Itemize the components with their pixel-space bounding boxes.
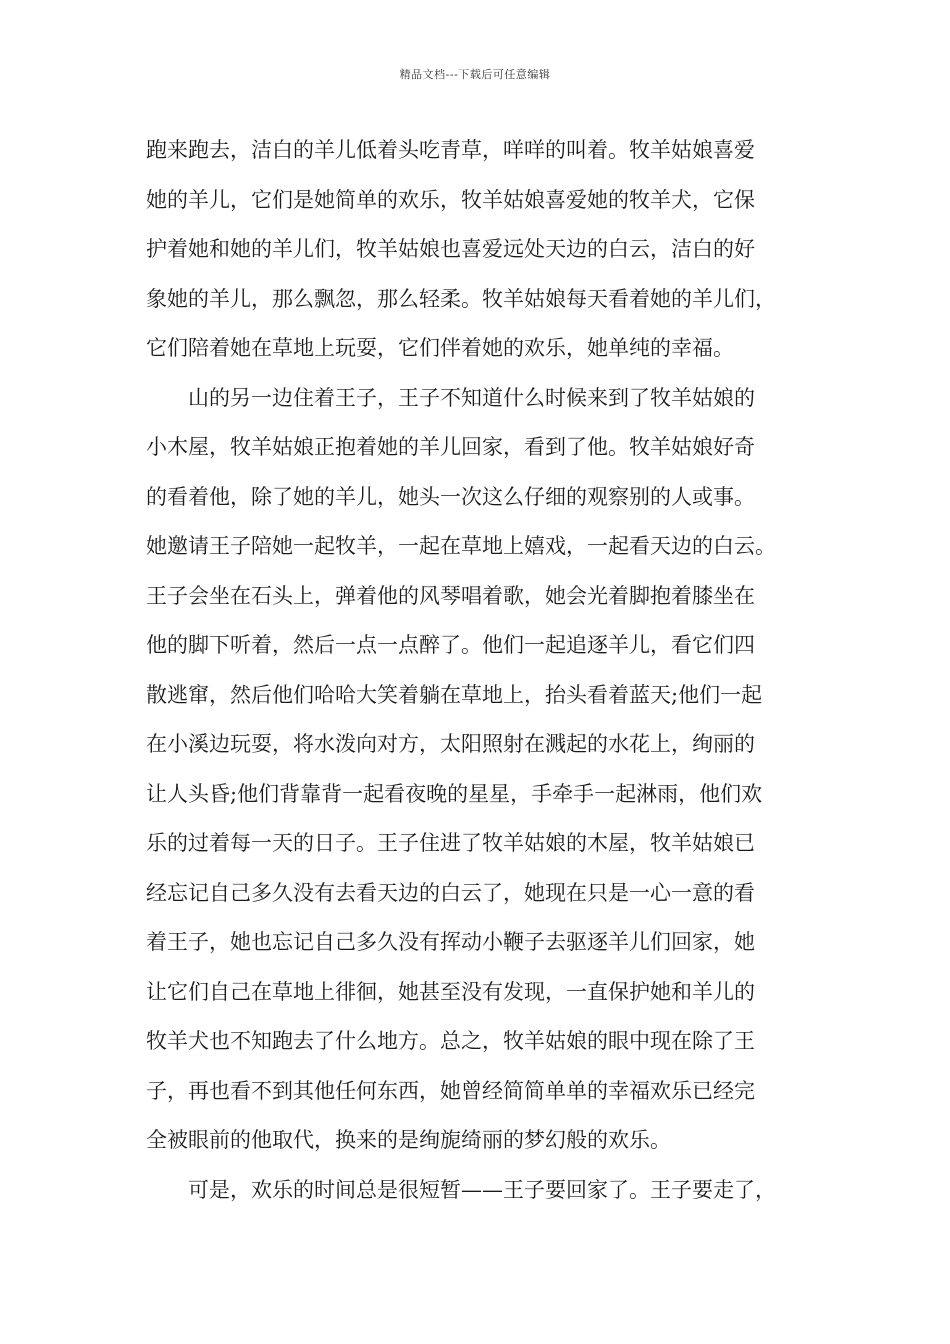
text-line: 着王子，她也忘记自己多久没有挥动小鞭子去驱逐羊儿们回家，她: [146, 930, 755, 954]
text-line: 象她的羊儿，那么飘忽，那么轻柔。牧羊姑娘每天看着她的羊儿们，: [146, 286, 776, 311]
text-line: 散逃窜，然后他们哈哈大笑着躺在草地上，抬头看着蓝天;他们一起: [146, 682, 763, 707]
text-line: 的看着他，除了她的羊儿，她头一次这么仔细的观察别的人或事。: [146, 484, 755, 509]
text-line: 护着她和她的羊儿们，牧羊姑娘也喜爱远处天边的白云，洁白的好: [146, 237, 755, 261]
text-line: 经忘记自己多久没有去看天边的白云了，她现在只是一心一意的看: [146, 880, 755, 905]
text-line: 让人头昏;他们背靠背一起看夜晚的星星，手牵手一起淋雨，他们欢: [146, 781, 763, 806]
text-line: 可是，欢乐的时间总是很短暂——王子要回家了。王子要走了，: [146, 1177, 776, 1202]
page-header: 精品文档---下载后可任意编辑: [399, 68, 551, 81]
text-line: 山的另一边住着王子，王子不知道什么时候来到了牧羊姑娘的: [146, 385, 755, 410]
text-line: 跑来跑去，洁白的羊儿低着头吃青草，咩咩的叫着。牧羊姑娘喜爱: [146, 138, 755, 162]
text-line: 她的羊儿，它们是她简单的欢乐，牧羊姑娘喜爱她的牧羊犬，它保: [146, 187, 755, 212]
text-line: 它们陪着她在草地上玩耍，它们伴着她的欢乐，她单纯的幸福。: [146, 336, 734, 360]
text-line: 让它们自己在草地上徘徊，她甚至没有发现，一直保护她和羊儿的: [146, 979, 755, 1004]
text-line: 在小溪边玩耍，将水泼向对方，太阳照射在溅起的水花上，绚丽的: [146, 732, 755, 756]
text-line: 乐的过着每一天的日子。王子住进了牧羊姑娘的木屋，牧羊姑娘已: [146, 831, 755, 855]
text-line: 全被眼前的他取代，换来的是绚旎绮丽的梦幻般的欢乐。: [146, 1128, 671, 1152]
text-line: 他的脚下听着，然后一点一点醉了。他们一起追逐羊儿，看它们四: [146, 633, 755, 657]
text-line: 王子会坐在石头上，弹着他的风琴唱着歌，她会光着脚抱着膝坐在: [146, 583, 755, 608]
text-line: 牧羊犬也不知跑去了什么地方。总之，牧羊姑娘的眼中现在除了王: [146, 1029, 755, 1053]
text-line: 子，再也看不到其他任何东西，她曾经简简单单的幸福欢乐已经完: [146, 1078, 755, 1103]
text-line: 小木屋，牧羊姑娘正抱着她的羊儿回家，看到了他。牧羊姑娘好奇: [146, 435, 755, 459]
text-line: 她邀请王子陪她一起牧羊，一起在草地上嬉戏，一起看天边的白云。: [146, 534, 776, 558]
body-text: [146, 126, 826, 1215]
